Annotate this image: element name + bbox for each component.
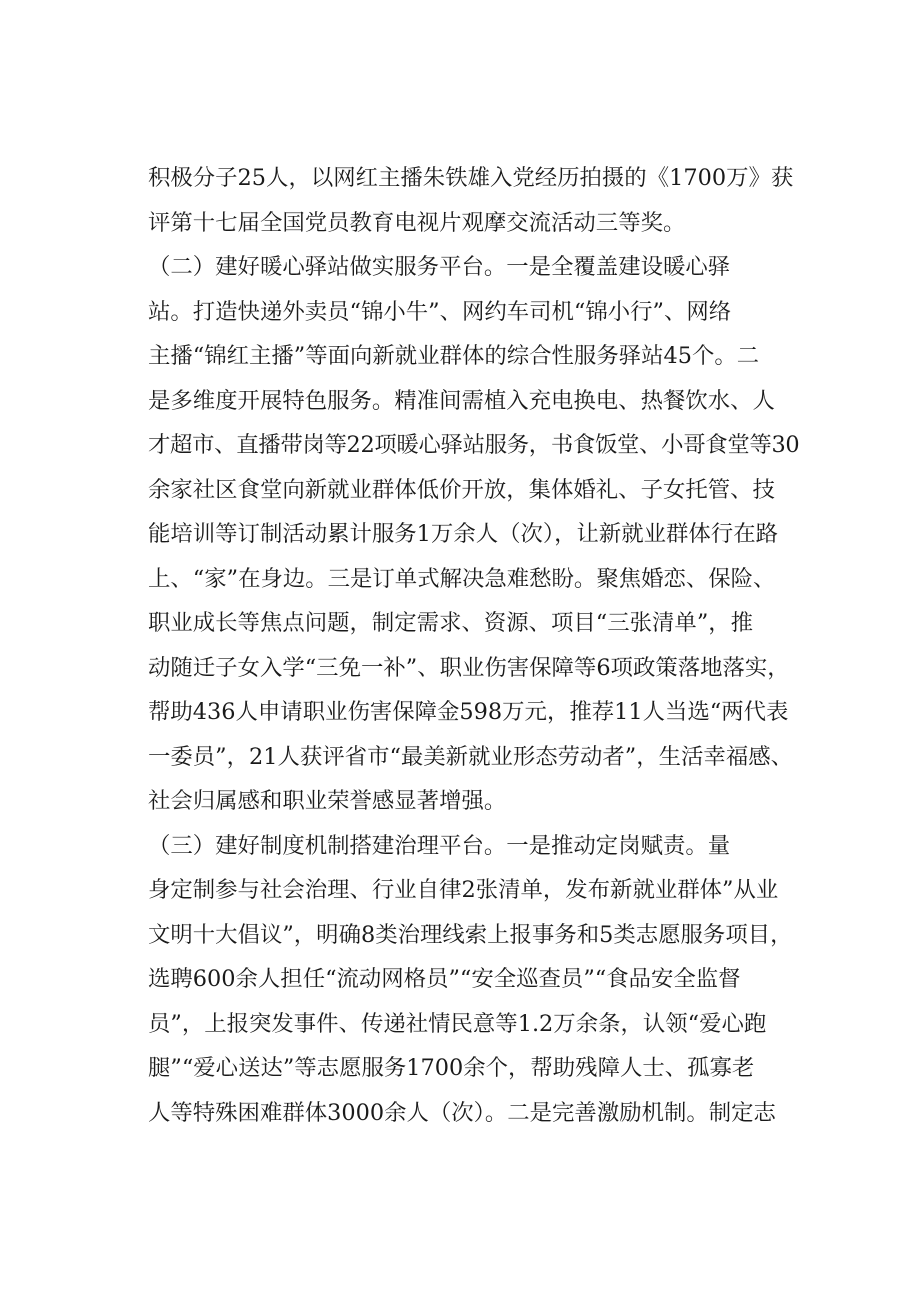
paragraph-p0 [148, 156, 800, 245]
text-line: 评第十七届全国党员教育电视片观摩交流活动三等奖。 [148, 209, 686, 236]
text-line: 人等特殊困难群体3000余人（次）。二是完善激励机制。制定志 [148, 1099, 776, 1126]
text-line: 主播“锦红主播”等面向新就业群体的综合性服务驿站45个。二 [148, 343, 760, 369]
text-line: 身定制参与社会治理、行业自律2张清单，发布新就业群体”从业 [148, 877, 779, 903]
text-line: 能培训等订制活动累计服务1万余人（次），让新就业群体行在路 [148, 521, 778, 547]
text-line: 一委员”，21人获评省市“最美新就业形态劳动者”，生活幸福感、 [148, 743, 793, 770]
text-line: 上、“家”在身边。三是订单式解决急难愁盼。聚焦婚恋、保险、 [148, 565, 776, 592]
text-line: 是多维度开展特色服务。精准间需植入充电换电、热餐饮水、人 [148, 387, 775, 414]
paragraph-p1 [148, 245, 800, 824]
text-line: 社会归属感和职业荣誉感显著增强。 [148, 788, 507, 814]
text-line: 职业成长等焦点问题，制定需求、资源、项目“三张清单”，推 [148, 610, 754, 636]
paragraph-p2 [148, 824, 800, 1136]
text-line: 帮助436人申请职业伤害保障金598万元，推荐11人当选“两代表 [148, 699, 789, 725]
text-line: 员”，上报突发事件、传递社情民意等1.2万余条，认领“爱心跑 [148, 1010, 767, 1037]
text-line: 腿”“爱心送达”等志愿服务1700余个，帮助残障人士、孤寡老 [148, 1055, 755, 1081]
text-line: 才超市、直播带岗等22项暖心驿站服务，书食饭堂、小哥食堂等30 [148, 432, 800, 458]
text-line: 选聘600余人担任“流动网格员”“安全巡查员”“食品安全监督 [148, 966, 741, 992]
body-text [148, 156, 800, 1135]
text-line: 动随迁子女入学“三免一补”、职业伤害保障等6项政策落地落实， [148, 654, 790, 681]
text-line: 站。打造快递外卖员“锦小牛”、网约车司机“锦小行”、网络 [148, 298, 732, 325]
text-line: （三）建好制度机制搭建治理平台。一是推动定岗赋责。量 [148, 832, 731, 859]
text-line: （二）建好暖心驿站做实服务平台。一是全覆盖建设暖心驿 [148, 254, 731, 280]
text-line: 余家社区食堂向新就业群体低价开放，集体婚礼、子女托管、技 [148, 476, 775, 503]
text-line: 积极分子25人，以网红主播朱铁雄入党经历拍摄的《1700万》获 [148, 165, 794, 191]
text-line: 文明十大倡议”，明确8类治理线索上报事务和5类志愿服务项目， [148, 921, 793, 948]
